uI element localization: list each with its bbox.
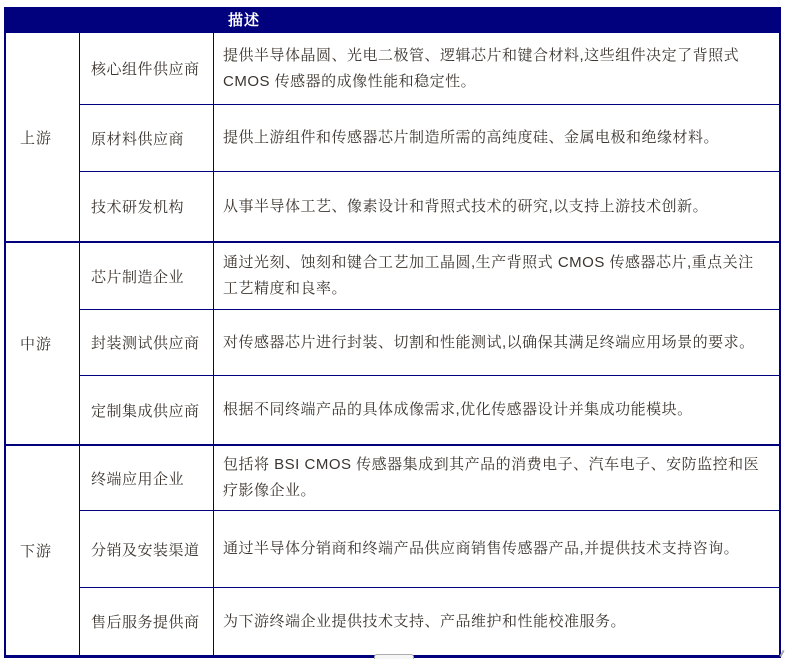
category-cell: 原材料供应商 [80,105,214,171]
table-row [80,510,779,587]
group-label-midstream: 中游 [6,243,80,444]
table-row [80,33,779,104]
description-cell: 通过光刻、蚀刻和键合工艺加工晶圆,生产背照式 CMOS 传感器芯片,重点关注工艺精度和良率。 [223,254,754,297]
group-label-upstream: 上游 [6,33,80,241]
category-cell: 定制集成供应商 [80,376,214,444]
group-label-downstream: 下游 [6,446,80,655]
description-cell: 提供半导体晶圆、光电二极管、逻辑芯片和键合材料,这些组件决定了背照式 CMOS 传感器的成像性能和稳定性。 [223,46,740,90]
description-cell: 根据不同终端产品的具体成像需求,优化传感器设计并集成功能模块。 [223,401,693,418]
description-cell: 为下游终端企业提供技术支持、产品维护和性能校准服务。 [223,612,627,630]
table-row [80,587,779,655]
description-cell: 对传感器芯片进行封装、切割和性能测试,以确保其满足终端应用场景的要求。 [223,333,755,351]
industry-chain-table [4,7,781,658]
category-cell: 芯片制造企业 [80,243,214,309]
table-row [80,309,779,375]
description-cell: 从事半导体工艺、像素设计和背照式技术的研究,以支持上游技术创新。 [223,197,709,215]
category-cell: 终端应用企业 [80,446,214,510]
partially-visible-button[interactable] [374,654,414,659]
group-upstream-rows [80,33,779,241]
category-cell: 封装测试供应商 [80,310,214,375]
table-header-row [6,7,779,31]
table-row [80,375,779,444]
group-upstream [6,31,779,241]
table-row [80,171,779,241]
table-row [80,446,779,510]
description-cell: 包括将 BSI CMOS 传感器集成到其产品的消费电子、汽车电子、安防监控和医疗影像企业。 [223,456,760,499]
group-downstream [6,444,779,655]
description-cell: 通过半导体分销商和终端产品供应商销售传感器产品,并提供技术支持咨询。 [223,540,740,557]
group-midstream [6,241,779,444]
category-cell: 售后服务提供商 [80,588,214,655]
table-row [80,104,779,171]
category-cell: 分销及安装渠道 [80,511,214,587]
header-description-label: 描述 [228,11,261,29]
table-row [80,243,779,309]
category-cell: 核心组件供应商 [80,33,214,104]
group-midstream-rows [80,243,779,444]
category-cell: 技术研发机构 [80,172,214,241]
group-downstream-rows [80,446,779,655]
description-cell: 提供上游组件和传感器芯片制造所需的高纯度硅、金属电极和绝缘材料。 [223,129,720,146]
